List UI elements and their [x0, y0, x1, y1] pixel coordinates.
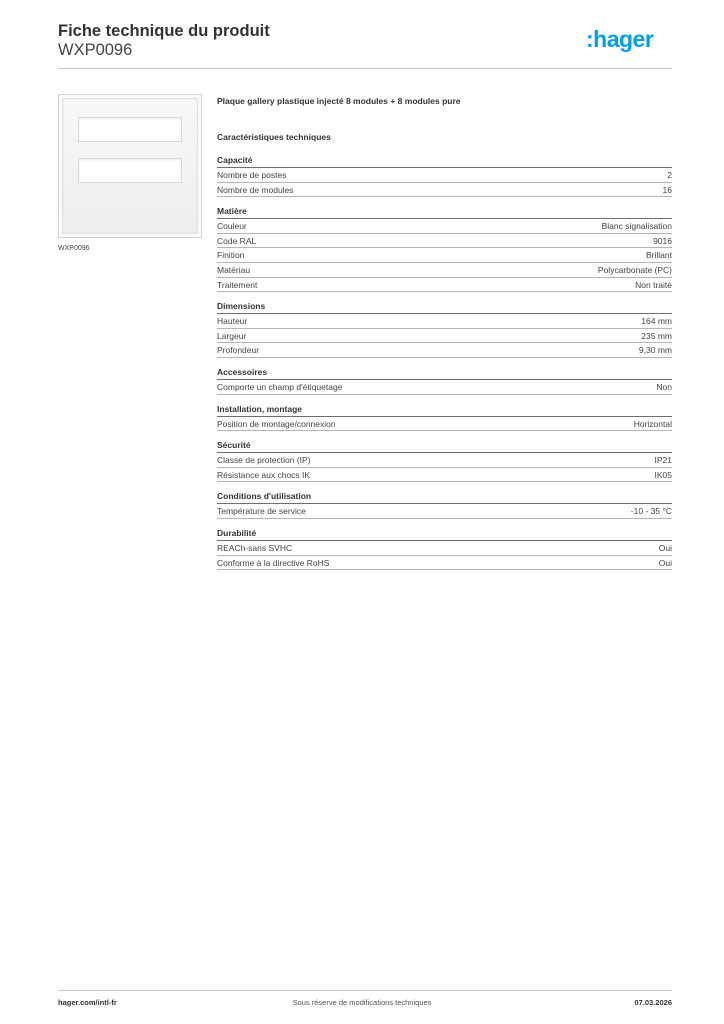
- spec-value: Brillant: [646, 250, 672, 261]
- module-window-bottom: [78, 158, 182, 183]
- spec-label: Nombre de modules: [217, 184, 294, 195]
- spec-sections: [217, 154, 672, 570]
- spec-value: Non: [656, 381, 672, 392]
- spec-section: [217, 490, 672, 519]
- spec-value: -10 - 35 °C: [630, 506, 672, 517]
- spec-label: Résistance aux chocs IK: [217, 469, 311, 480]
- footer-date: 07.03.2026: [634, 998, 672, 1007]
- spec-value: Blanc signalisation: [601, 221, 672, 232]
- spec-label: Largeur: [217, 330, 247, 341]
- spec-value: 2: [667, 170, 672, 180]
- spec-row: [217, 314, 672, 329]
- footer-website: hager.com/intl-fr: [58, 998, 117, 1007]
- product-reference: WXP0096: [58, 41, 133, 59]
- spec-section: [217, 527, 672, 570]
- spec-row: [217, 343, 672, 358]
- spec-section: [217, 439, 672, 482]
- section-title: Matière: [217, 205, 672, 219]
- spec-value: IK05: [654, 469, 672, 480]
- spec-section: [217, 366, 672, 395]
- footer-divider: [58, 990, 672, 991]
- spec-label: Traitement: [217, 279, 258, 290]
- section-title: Accessoires: [217, 366, 672, 380]
- spec-row: [217, 380, 672, 395]
- spec-row: [217, 263, 672, 278]
- spec-row: [217, 556, 672, 571]
- section-title: Sécurité: [217, 439, 672, 453]
- spec-label: Profondeur: [217, 345, 260, 356]
- header-divider: [58, 68, 672, 69]
- section-title: Dimensions: [217, 300, 672, 314]
- spec-row: [217, 278, 672, 293]
- spec-row: [217, 183, 672, 198]
- spec-label: Code RAL: [217, 235, 257, 246]
- spec-section: [217, 154, 672, 197]
- spec-value: 16: [662, 184, 672, 195]
- document-header: [58, 22, 270, 59]
- spec-row: [217, 453, 672, 468]
- spec-row: [217, 417, 672, 432]
- spec-value: 164 mm: [641, 316, 672, 327]
- spec-row: [217, 234, 672, 249]
- spec-label: REACh-sans SVHC: [217, 542, 293, 553]
- section-title: Installation, montage: [217, 403, 672, 417]
- spec-value: 9,30 mm: [638, 345, 672, 356]
- spec-row: [217, 541, 672, 556]
- spec-row: [217, 219, 672, 234]
- spec-section: [217, 403, 672, 432]
- spec-label: Hauteur: [217, 316, 248, 327]
- spec-value: 235 mm: [641, 330, 672, 341]
- spec-label: Nombre de postes: [217, 170, 287, 180]
- spec-value: IP21: [654, 455, 672, 466]
- spec-row: [217, 504, 672, 519]
- product-name: Plaque gallery plastique injecté 8 modules + 8 modules pure: [217, 96, 461, 106]
- spec-section: [217, 205, 672, 292]
- product-image: [58, 94, 202, 238]
- spec-value: Polycarbonate (PC): [597, 264, 672, 275]
- hager-logo: [586, 28, 672, 54]
- svg-text::hager: :hager: [586, 28, 654, 52]
- spec-label: Classe de protection (IP): [217, 455, 311, 466]
- spec-label: Couleur: [217, 221, 247, 232]
- module-window-top: [78, 117, 182, 142]
- image-caption: WXP0096: [58, 245, 90, 252]
- page-title: Fiche technique du produit: [58, 22, 270, 40]
- spec-value: Oui: [658, 557, 672, 568]
- spec-section: [217, 300, 672, 358]
- spec-label: Position de montage/connexion: [217, 418, 336, 429]
- spec-row: [217, 168, 672, 183]
- footer-disclaimer: Sous réserve de modifications techniques: [292, 998, 432, 1007]
- spec-label: Conforme à la directive RoHS: [217, 557, 330, 568]
- section-title: Conditions d'utilisation: [217, 490, 672, 504]
- spec-label: Comporte un champ d'étiquetage: [217, 381, 343, 392]
- spec-row: [217, 468, 672, 483]
- spec-value: 9016: [653, 235, 672, 246]
- spec-row: [217, 329, 672, 344]
- section-title: Capacité: [217, 154, 672, 168]
- specs-heading: Caractéristiques techniques: [217, 132, 331, 142]
- product-specs: [217, 94, 672, 570]
- spec-label: Température de service: [217, 506, 306, 517]
- spec-label: Matériau: [217, 264, 251, 275]
- spec-value: Oui: [658, 542, 672, 553]
- spec-label: Finition: [217, 250, 245, 261]
- spec-value: Non traité: [635, 279, 672, 290]
- section-title: Durabilité: [217, 527, 672, 541]
- spec-value: Horizontal: [633, 418, 672, 429]
- spec-row: [217, 248, 672, 263]
- wall-plate-graphic: [62, 98, 198, 234]
